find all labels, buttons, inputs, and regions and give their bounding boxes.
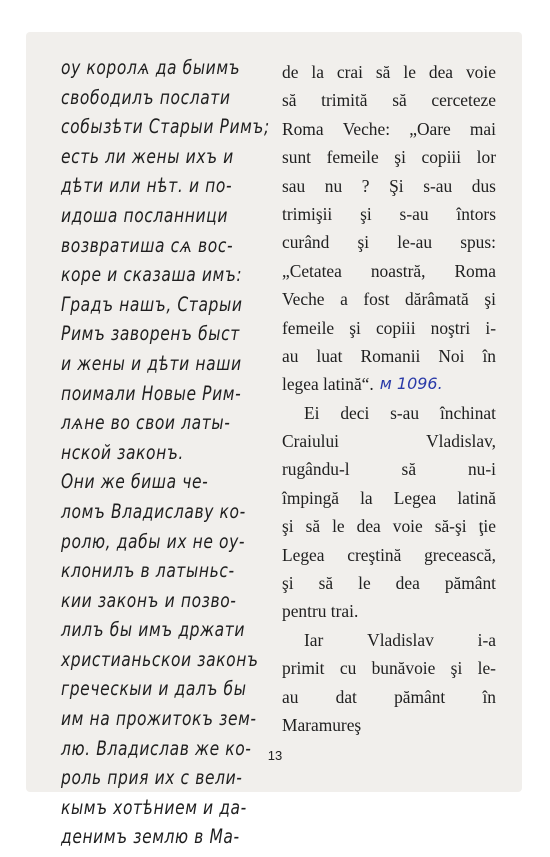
printed-line bbox=[282, 200, 496, 228]
printed-line-text: sunt femeile şi copiii lor bbox=[282, 147, 496, 168]
printed-line bbox=[282, 228, 496, 256]
handwritten-line: Градъ нашъ, Старыи bbox=[61, 293, 243, 316]
handwritten-line: денимъ землю в Ма- bbox=[61, 825, 240, 849]
printed-line bbox=[282, 370, 496, 398]
printed-line bbox=[282, 172, 496, 200]
handwritten-line: свободилъ послати bbox=[61, 86, 231, 109]
handwritten-line: оу королѧ да быимъ bbox=[61, 56, 241, 80]
handwritten-line: кии законъ и позво- bbox=[61, 589, 237, 612]
printed-line bbox=[282, 399, 496, 427]
handwritten-line: лѧне во свои латы- bbox=[61, 411, 231, 435]
printed-line bbox=[282, 541, 496, 569]
printed-line-text: Iar Vladislav i-a bbox=[304, 629, 496, 650]
printed-line-text: rugându-l să nu-i bbox=[282, 459, 496, 480]
printed-line bbox=[282, 484, 496, 512]
printed-line-text: Veche a fost dărâmată şi bbox=[282, 289, 496, 310]
printed-line bbox=[282, 654, 496, 682]
handwritten-line: Они же биша че- bbox=[61, 470, 209, 494]
printed-line bbox=[282, 115, 496, 143]
printed-line bbox=[282, 455, 496, 483]
handwritten-annotation: м 1096. bbox=[379, 374, 443, 394]
handwritten-line: им на прожитокъ зем- bbox=[61, 707, 257, 731]
handwritten-line: лю. Владислав же ко- bbox=[61, 737, 252, 760]
printed-line bbox=[282, 683, 496, 711]
printed-line-text: de la crai să le dea voie bbox=[282, 62, 496, 82]
printed-line bbox=[282, 427, 496, 455]
printed-line-text: şi să le dea voie să-şi ţie bbox=[282, 516, 496, 537]
handwritten-line: собызѣти Старыи Римъ; bbox=[61, 115, 270, 139]
handwritten-line: поимали Новые Рим- bbox=[61, 382, 242, 405]
printed-line bbox=[282, 58, 496, 86]
printed-line-text: primit cu bunăvoie şi le- bbox=[282, 658, 496, 679]
printed-line bbox=[282, 314, 496, 342]
printed-line bbox=[282, 569, 496, 597]
printed-line-text: au dat pământ în bbox=[282, 686, 496, 707]
handwritten-line: есть ли жены ихъ и bbox=[61, 145, 234, 168]
handwritten-line: идоша посланници bbox=[61, 204, 228, 228]
printed-line bbox=[282, 626, 496, 654]
handwritten-line: роль прия их с вели- bbox=[61, 766, 243, 790]
printed-line-text: curând şi le-au spus: bbox=[282, 232, 496, 253]
printed-line bbox=[282, 257, 496, 285]
handwritten-line: и жены и дѣти наши bbox=[61, 352, 242, 375]
printed-line-text: au luat Romanii Noi în bbox=[282, 345, 496, 366]
printed-line bbox=[282, 86, 496, 114]
printed-line-text: şi să le dea pământ bbox=[282, 573, 496, 594]
printed-line-text: trimişii şi s-au întors bbox=[282, 203, 496, 224]
printed-line bbox=[282, 597, 496, 625]
handwritten-line: греческыи и далъ бы bbox=[61, 678, 247, 701]
printed-line-text: împingă la Legea latină bbox=[282, 487, 496, 508]
printed-romanian-column bbox=[282, 58, 496, 739]
handwritten-line: возвратиша сѧ вос- bbox=[61, 234, 234, 257]
handwritten-line: клонилъ в латыньс- bbox=[61, 559, 235, 583]
handwritten-line: кымъ хотѣнием и да- bbox=[61, 796, 247, 819]
printed-line-text: pentru trai. bbox=[282, 601, 359, 622]
handwritten-line: коре и сказаша имъ: bbox=[61, 263, 243, 287]
printed-line-text: Roma Veche: „Oare mai bbox=[282, 118, 496, 139]
printed-line-text: să trimită să cerceteze bbox=[282, 90, 496, 111]
printed-line bbox=[282, 143, 496, 171]
printed-line-text: Ei deci s-au închinat bbox=[304, 402, 496, 423]
handwritten-line: лилъ бы имъ држати bbox=[61, 618, 246, 642]
handwritten-line: нской законъ. bbox=[61, 441, 184, 464]
printed-line bbox=[282, 512, 496, 540]
handwritten-line: ломъ Владиславу ко- bbox=[61, 500, 246, 523]
printed-line-text: Legea creştină grecească, bbox=[282, 544, 496, 565]
handwritten-slavonic-column bbox=[61, 54, 273, 853]
printed-line-text: legea latină“. bbox=[282, 374, 374, 395]
printed-line-text: Craiului Vladislav, bbox=[282, 431, 496, 452]
handwritten-line: христианьскои законъ bbox=[61, 648, 259, 671]
printed-line-text: sau nu ? Şi s-au dus bbox=[282, 175, 496, 196]
printed-line bbox=[282, 342, 496, 370]
printed-line bbox=[282, 285, 496, 313]
printed-line bbox=[282, 711, 496, 739]
handwritten-line: Римъ заворенъ быст bbox=[61, 322, 240, 346]
handwritten-line: ролю, дабы их не оу- bbox=[61, 530, 246, 553]
handwritten-line: дѣти или нѣт. и по- bbox=[61, 174, 233, 198]
printed-line-text: femeile şi copiii noştri i- bbox=[282, 317, 496, 338]
printed-line-text: „Cetatea noastră, Roma bbox=[282, 260, 496, 281]
page-number: 13 bbox=[267, 748, 283, 763]
printed-line-text: Maramureş bbox=[282, 714, 362, 735]
